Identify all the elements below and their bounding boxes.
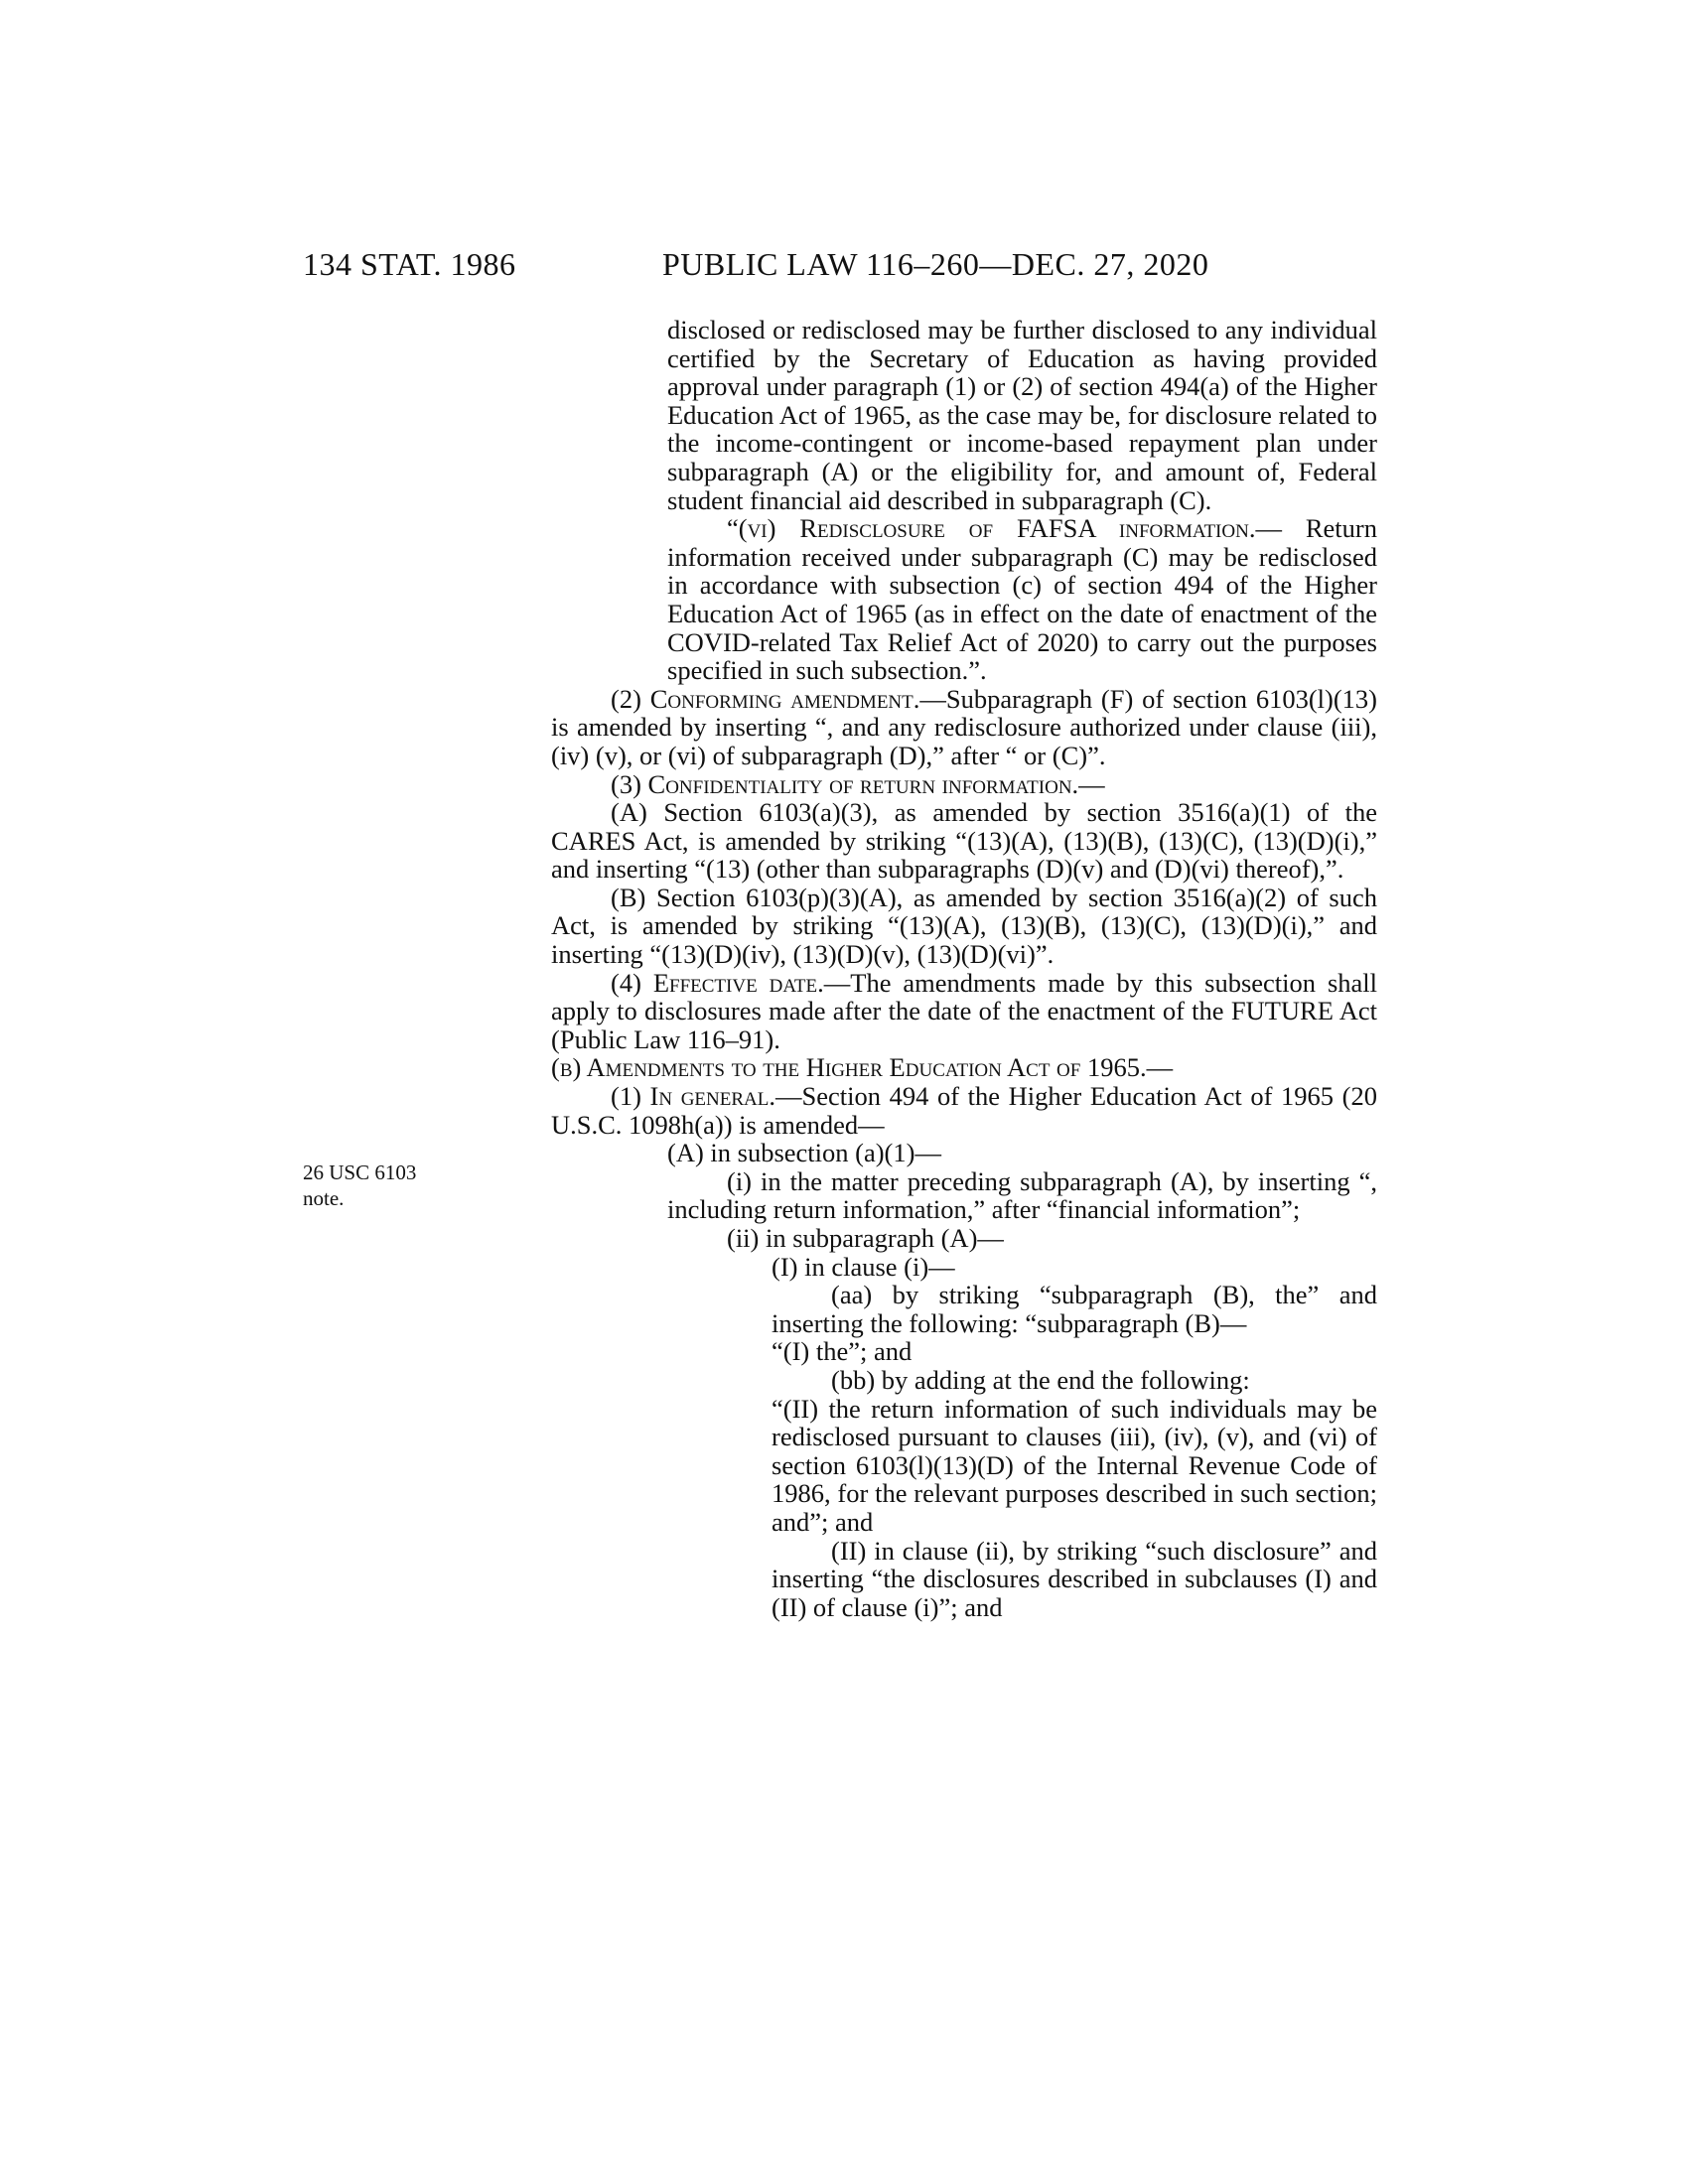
- body-text: [551, 316, 1377, 1621]
- text-in-general: —Section 494 of the Higher Education Act of 1965 (20 U.S.C. 1098h(a)) is amended—: [551, 1081, 1377, 1140]
- heading-conforming-amendment: (2) Conforming amendment.: [611, 683, 920, 714]
- paragraph-inserted-II: “(II) the return information of such individuals may be redisclosed pursuant to clauses (iii), (iv), (v), and (vi) of section 6103(l)(13)(D) of the Internal Revenue Code of 1986, for the relevant purposes described in such section; and”; and: [772, 1393, 1377, 1537]
- paragraph-in-general: [551, 1082, 1377, 1139]
- page-citation: 134 STAT. 1986: [303, 246, 516, 282]
- margin-note-line-2: note.: [303, 1186, 345, 1210]
- paragraph-3b: (B) Section 6103(p)(3)(A), as amended by section 3516(a)(2) of such Act, is amended by striking “(13)(A), (13)(B), (13)(C), (13)(D)(i),” and inserting “(13)(D)(iv), (13)(D)(v), (13)(D)(vi)”.: [551, 882, 1377, 970]
- heading-confidentiality: (3) Confidentiality of return information.—: [611, 768, 1105, 799]
- margin-note: [303, 1160, 416, 1211]
- heading-in-general: (1) In general.: [611, 1081, 775, 1112]
- text-conforming-amendment: —Subparagraph (F) of section 6103(l)(13) is amended by inserting “, and any redisclosure authorized under clause (iii), (iv) (v), or (vi) of subparagraph (D),” after “ or (C)”.: [551, 683, 1377, 770]
- paragraph-hea-amendments: (b) Amendments to the Higher Education Act of 1965.—: [551, 1052, 1174, 1083]
- paragraph-1a-i: (i) in the matter preceding subparagraph (A), by inserting “, including return information,” after “financial information”;: [667, 1165, 1377, 1225]
- paragraph-conforming-amendment: [551, 685, 1377, 770]
- paragraph-1a-ii: (ii) in subparagraph (A)—: [727, 1223, 1004, 1253]
- paragraph-aa: (aa) by striking “subparagraph (B), the” and inserting the following: “subparagraph (B)—: [772, 1280, 1377, 1338]
- heading-effective-date: (4) Effective date.: [611, 967, 824, 998]
- paragraph-inserted-I: “(I) the”; and: [772, 1336, 913, 1367]
- text-vi: Return information received under subparagraph (C) may be redisclosed in accordance with subsection (c) of section 494 of the Higher Education Act of 1965 (as in effect on the date of enactment of the COVID-related Tax Relief Act of 2020) to carry out the purposes specified in such subsection.”.: [667, 513, 1377, 686]
- text-effective-date: —The amendments made by this subsection shall apply to disclosures made after the date of the enactment of the FUTURE Act (Public Law 116–91).: [551, 967, 1377, 1054]
- paragraph-continuation: disclosed or redisclosed may be further disclosed to any individual certified by the Secretary of Education as having provided approval under paragraph (1) or (2) of section 494(a) of the Higher Education Act of 1965, as the case may be, for disclosure related to the income-contingent or income-based repayment plan under subparagraph (A) or the eligibility for, and amount of, Federal student financial aid described in subparagraph (C).: [667, 315, 1377, 515]
- margin-note-line-1: 26 USC 6103: [303, 1160, 417, 1184]
- paragraph-subclause-I: (I) in clause (i)—: [772, 1251, 955, 1282]
- paragraph-vi: [551, 514, 1377, 685]
- paragraph-3a: (A) Section 6103(a)(3), as amended by section 3516(a)(1) of the CARES Act, is amended by striking “(13)(A), (13)(B), (13)(C), (13)(D)(i),” and inserting “(13) (other than subparagraphs (D)(v) and (D)(vi) thereof),”.: [551, 797, 1377, 885]
- paragraph-effective-date: [551, 969, 1377, 1054]
- paragraph-confidentiality: [551, 770, 1377, 799]
- paragraph-bb: (bb) by adding at the end the following:: [831, 1364, 1250, 1395]
- running-header: PUBLIC LAW 116–260—DEC. 27, 2020: [662, 246, 1209, 282]
- paragraph-subclause-II: (II) in clause (ii), by striking “such disclosure” and inserting “the disclosures described in subclauses (I) and (II) of clause (i)”; and: [772, 1535, 1377, 1622]
- heading-vi: “(vi) Redisclosure of FAFSA information.—: [727, 513, 1282, 544]
- paragraph-1a: (A) in subsection (a)(1)—: [667, 1138, 941, 1168]
